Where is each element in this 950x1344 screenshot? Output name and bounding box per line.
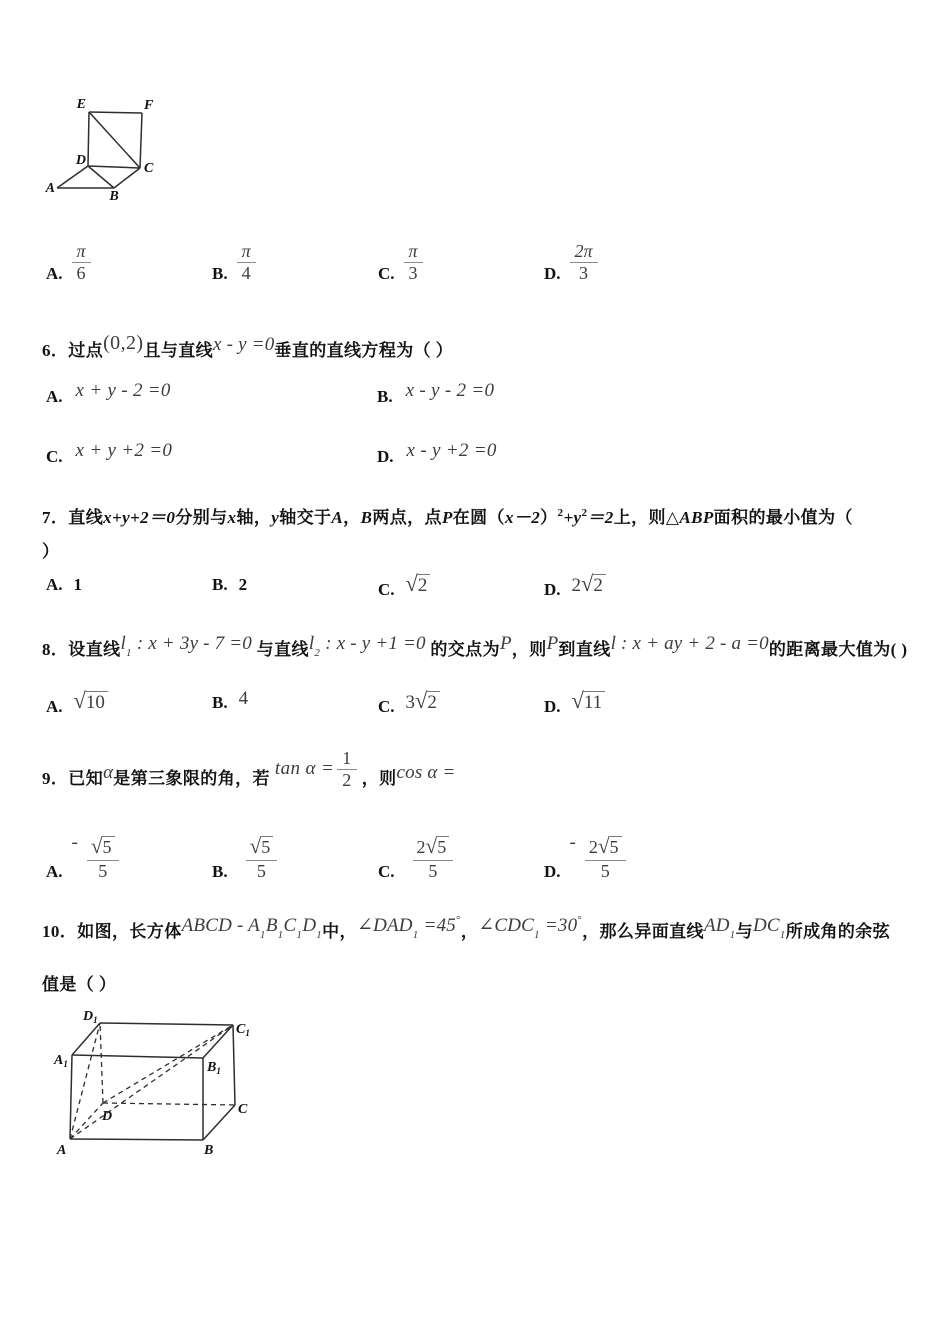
option-value: √11	[572, 688, 606, 714]
option-label: C.	[378, 264, 395, 283]
q7-option-c[interactable]	[378, 571, 430, 601]
question-7-text-2: ）	[42, 542, 60, 561]
fraction: $\frac{2√5}{5}$	[585, 832, 626, 882]
q9-option-c[interactable]	[378, 820, 453, 882]
option-value: 2	[238, 575, 248, 594]
q5-option-b[interactable]	[212, 238, 256, 284]
fraction: $\frac{2√5}{5}$	[413, 832, 454, 882]
option-label: C.	[378, 697, 395, 716]
option-label: D.	[377, 447, 394, 466]
option-label: A.	[46, 697, 63, 716]
option-label: A.	[46, 862, 63, 881]
vertex-label-d1: $D_1$	[83, 1009, 98, 1025]
option-label: A.	[46, 387, 63, 406]
vertex-label-d: D	[102, 1109, 113, 1124]
question-6-text: 6．过点(0,2)且与直线x - y =0垂直的直线方程为（ ）	[42, 332, 454, 360]
q7-option-b[interactable]	[212, 575, 247, 595]
cuboid-figure	[50, 1003, 265, 1165]
equation: x + y - 2 =0	[75, 380, 171, 401]
q6-option-c[interactable]	[46, 440, 173, 468]
minus-sign: -	[71, 832, 78, 853]
vertex-label-f: F	[144, 98, 154, 113]
option-value: 4	[238, 688, 249, 709]
option-label: B.	[212, 575, 228, 594]
fraction: $\frac{2\pi}{3}$	[570, 241, 598, 284]
option-value: 2√2	[572, 571, 606, 597]
minus-sign: -	[569, 832, 576, 853]
option-label: A.	[46, 264, 63, 283]
q9-option-d[interactable]	[544, 820, 626, 882]
option-value: √10	[74, 688, 108, 714]
vertex-label-a1: $A_1$	[54, 1053, 68, 1069]
vertex-label-b: B	[204, 1143, 214, 1158]
question-10-text: 10．如图，长方体ABCD - A1B1C1D1中，∠DAD1 =45°，∠CDC1 =30°，那么异面直线AD1与DC1所成角的余弦	[42, 914, 891, 941]
equation: x - y +2 =0	[406, 440, 497, 461]
option-label: B.	[377, 387, 393, 406]
vertex-label-a: A	[45, 181, 55, 196]
option-label: B.	[212, 264, 228, 283]
vertex-label-c1: $C_1$	[236, 1022, 250, 1038]
option-label: D.	[544, 264, 561, 283]
q5-option-d[interactable]	[544, 238, 598, 284]
option-label: A.	[46, 575, 63, 594]
option-label: B.	[212, 862, 228, 881]
fraction: $\frac{√5}{5}$	[87, 832, 119, 882]
fraction: $\frac{\pi}{4}$	[237, 241, 256, 284]
vertex-label-d: D	[75, 153, 86, 168]
vertex-label-c: C	[144, 161, 154, 176]
q7-option-a[interactable]	[46, 575, 82, 595]
option-value: 1	[73, 575, 83, 594]
option-label: C.	[378, 580, 395, 599]
fraction: $\frac{\pi}{3}$	[404, 241, 423, 284]
option-label: D.	[544, 697, 561, 716]
question-9-text	[42, 743, 937, 791]
q8-option-a[interactable]	[46, 688, 108, 718]
prism-figure	[40, 92, 210, 210]
question-8-text: 8．设直线l1 : x + 3y - 7 =0 与直线l2 : x - y +1 =0 的交点为P，则P到直线l : x + ay + 2 - a =0的距离最大值为( )	[42, 633, 908, 659]
option-label: D.	[544, 580, 561, 599]
fraction: $\frac{1}{2}$	[337, 748, 356, 791]
option-label: B.	[212, 693, 228, 712]
q6-option-a[interactable]	[46, 380, 171, 408]
equation: x - y - 2 =0	[405, 380, 495, 401]
option-label: D.	[544, 862, 561, 881]
q9-text-pre: 9．已知α是第三象限的角，若	[42, 762, 270, 788]
q9-text-post: ，则cos α =	[361, 762, 456, 788]
q9-option-b[interactable]	[212, 820, 277, 882]
question-7-text: 7．直线x+y+2＝0分别与x轴，y轴交于A，B两点，点P在圆$(x-2)^2+y^2=2$上，则△ABP面积的最小值为（	[42, 507, 853, 527]
fraction: $\frac{√5}{5}$	[246, 832, 278, 882]
option-label: C.	[378, 862, 395, 881]
q9-option-a[interactable]	[46, 820, 119, 882]
vertex-label-b1: $B_1$	[207, 1060, 221, 1076]
q8-option-b[interactable]	[212, 688, 249, 714]
vertex-label-b: B	[109, 189, 119, 204]
option-label: C.	[46, 447, 63, 466]
q6-option-d[interactable]	[377, 440, 497, 468]
fraction: $\frac{\pi}{6}$	[72, 241, 91, 284]
vertex-label-c: C	[238, 1102, 248, 1117]
question-10-text-2: 值是（ ）	[42, 975, 117, 994]
equation: x + y +2 =0	[75, 440, 173, 461]
q5-option-a[interactable]	[46, 238, 91, 284]
q6-option-b[interactable]	[377, 380, 495, 408]
vertex-label-a: A	[57, 1143, 67, 1158]
q8-option-d[interactable]	[544, 688, 605, 718]
option-value: 3√2	[406, 688, 440, 714]
option-value: √2	[406, 571, 431, 597]
q7-option-d[interactable]	[544, 571, 606, 601]
q8-option-c[interactable]	[378, 688, 440, 718]
q5-option-c[interactable]	[378, 238, 423, 284]
vertex-label-e: E	[76, 97, 86, 112]
tan-formula: tan α = $\frac{1}{2}$	[275, 748, 357, 791]
